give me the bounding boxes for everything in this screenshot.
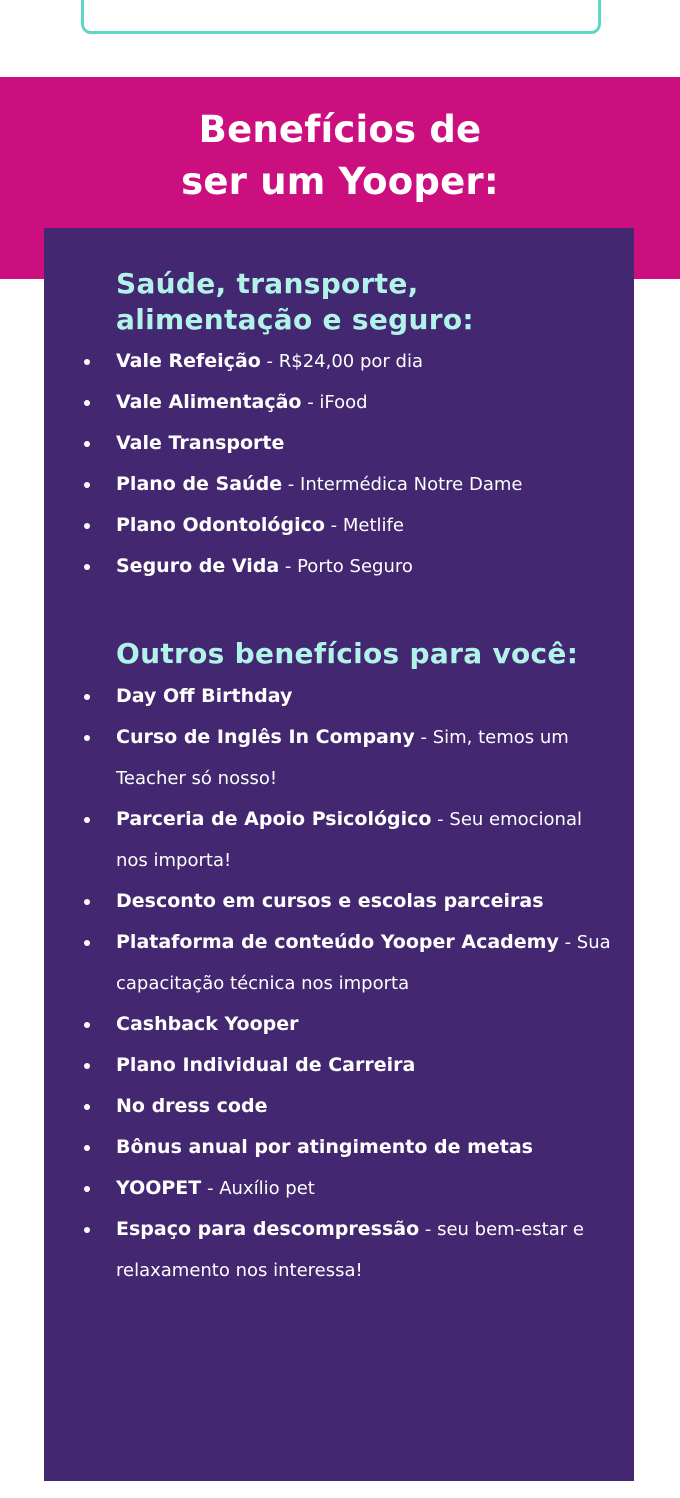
benefit-name: Seguro de Vida (116, 555, 280, 577)
benefit-desc: - Auxílio pet (201, 1178, 315, 1199)
list-item (0, 922, 680, 1004)
section-title-other-text: Outros benefícios para você: (116, 637, 579, 670)
list-item (0, 1127, 680, 1168)
list-item (0, 881, 680, 922)
benefit-desc: - Porto Seguro (279, 556, 413, 577)
benefit-name: Bônus anual por atingimento de metas (116, 1136, 533, 1158)
benefit-name: No dress code (116, 1095, 268, 1117)
benefit-name: Cashback Yooper (116, 1013, 299, 1035)
benefit-desc: - Seu emocional nos importa! (116, 809, 582, 871)
list-item (0, 1086, 680, 1127)
section-title-health (116, 266, 474, 338)
benefit-name: Vale Refeição (116, 350, 261, 372)
benefit-desc: - Sua capacitação técnica nos importa (116, 932, 611, 994)
list-item (0, 464, 680, 505)
benefit-desc: - Intermédica Notre Dame (282, 474, 523, 495)
benefit-name: Curso de Inglês In Company (116, 726, 415, 748)
list-item (0, 1004, 680, 1045)
benefit-name: YOOPET (116, 1177, 202, 1199)
benefit-desc: - Sim, temos um Teacher só nosso! (116, 727, 569, 789)
list-item (0, 1168, 680, 1209)
benefit-name: Day Off Birthday (116, 685, 293, 707)
hero-title (0, 104, 680, 208)
list-item (0, 799, 680, 881)
list-item (0, 341, 680, 382)
benefit-desc: - Metlife (324, 515, 404, 536)
list-item (0, 382, 680, 423)
benefit-name: Plano Odontológico (116, 514, 325, 536)
hero-title-line-1: Benefícios de (198, 108, 482, 151)
benefit-desc: - seu bem-estar e relaxamento nos interessa! (116, 1219, 584, 1281)
list-item (0, 1045, 680, 1086)
section-title-health-line-1: Saúde, transporte, (116, 267, 419, 300)
list-item (0, 676, 680, 717)
section-title-health-line-2: alimentação e seguro: (116, 303, 474, 336)
section-title-other (116, 636, 578, 672)
list-item (0, 423, 680, 464)
list-item (0, 1209, 680, 1291)
benefits-list-health (0, 341, 680, 587)
benefit-name: Parceria de Apoio Psicológico (116, 808, 432, 830)
benefit-desc: - iFood (301, 392, 368, 413)
hero-title-line-2: ser um Yooper: (181, 160, 499, 203)
benefit-name: Plataforma de conteúdo Yooper Academy (116, 931, 559, 953)
top-card-outline (81, 0, 601, 34)
benefit-name: Vale Alimentação (116, 391, 302, 413)
benefit-name: Plano Individual de Carreira (116, 1054, 416, 1076)
list-item (0, 717, 680, 799)
benefits-list-other (0, 676, 680, 1291)
benefit-name: Espaço para descompressão (116, 1218, 420, 1240)
benefit-desc: - R$24,00 por dia (260, 351, 423, 372)
benefit-name: Vale Transporte (116, 432, 285, 454)
benefit-name: Plano de Saúde (116, 473, 283, 495)
benefit-name: Desconto em cursos e escolas parceiras (116, 890, 544, 912)
list-item (0, 546, 680, 587)
list-item (0, 505, 680, 546)
